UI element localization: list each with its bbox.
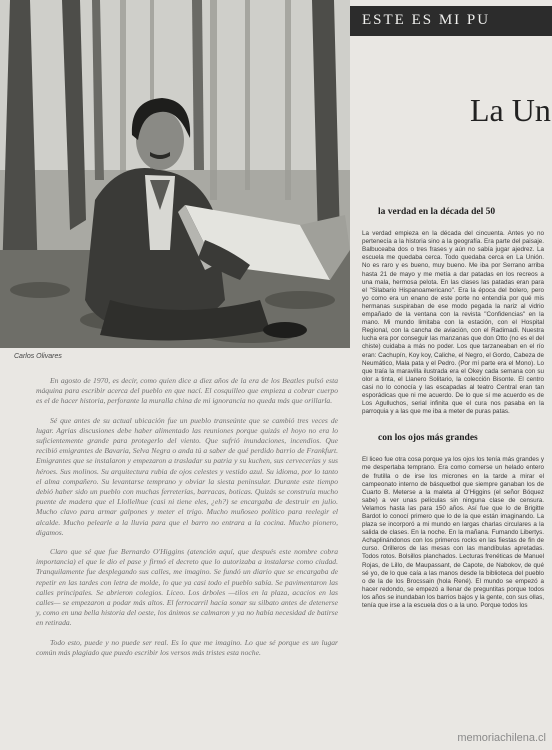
photograph-man-reading bbox=[0, 0, 350, 348]
sidebar-paragraph-2: El liceo fue otra cosa porque ya los ojos los tenía más grandes y me despertaba temprano. Era como comerse un helado entero de frutilla o de irse los micrones en la tarde a mirar el campeonato interno de básquetbol que siempre ganaban los de Cuarto B. Meterse a la maleta al O'Higgins (el señor Bóquez sabe) a ver unas películas sin ninguna clase de censura. Velamos hasta las para 150 años. Así fue que lo de Brigitte Bardot lo conocí primero que lo de la que están imaginando. La plaza se incorporó a mi mundo en largas charlas circulares a la salida de clases. En la noche. En la mañana. Fumando Libertys. Achaplinándonos con los primeros rocks en las fiestas de fin de curso. Orilleros de las mesas con las mandíbulas apretadas. Todos rotos. Bolsillos planchados. Lecturas frenéticas de Manuel Rojas, de Lillo, de Maupassant, de Capote, de Nabokov, de qué sé yo, de lo que caía a las manos desde la biblioteca del pueblo o de la de los Brocssain (hola René). El mundo se empezó a hacer redondo, se empezó a llenar de preguntitas porque todos los años se inundaban los barrios bajos y la gente, con sus ollas, tenía que irse a la escuela dos o a la uno. Porque todos los bbox=[362, 456, 544, 610]
photo-credit: Carlos Olivares bbox=[14, 353, 62, 360]
section-heading-1: la verdad en la década del 50 bbox=[378, 207, 496, 217]
article-paragraph: En agosto de 1970, es decir, como quien dice a diez años de la era de los Beatles pulsó esta máquina para escribir acerca del pueblo en que nací. El cosquilleo que empieza a cobrar cuerpo es el de hacer historia, perforante la muralla china de mi ignorancia no queda más que orillarla. bbox=[36, 376, 338, 406]
article-paragraph: Claro que sé que fue Bernardo O'Higgins (atención aquí, que después este nombre cobra importancia) el que le dio el pase y firmó el decreto que lo autorizaba a instalarse como ciudad. Tranquilamente fue desplegando sus calles, me imagino. Se fundó un diario que se encargaba de repetir en las tardes con letra de molde, lo que ya casi todo el pueblo sabía. Se pavimentaron las calles principales. Se abrieron colegios. Liceo. Los árboles —tilos en la plaza, acacios en las calles— se empezaron a podar más altos. El ferrocarril hacía sonar su silbato antes de detenerse y, como en una bella historia del oeste, los ánimos se calmaron y ya no había necesidad de batirse en retirada. bbox=[36, 547, 338, 628]
watermark: memoriachilena.cl bbox=[457, 732, 546, 744]
section-banner bbox=[350, 6, 552, 36]
article-body bbox=[36, 376, 338, 667]
article-paragraph: Todo esto, puede y no puede ser real. Es lo que me imagino. Lo que sé porque es un lugar común más plagiado que puedo escribir los versos más tristes esta noche. bbox=[36, 637, 338, 657]
sidebar-column bbox=[362, 208, 544, 610]
article-paragraph: Sé que antes de su actual ubicación fue un pueblo transeúnte que se cambió tres veces de lugar. Agrias discusiones debe haber alimentado las reuniones porque quizás el hoyo no era lo suficientemente grande para protegerlo del viento. Que sufrió inundaciones, incendios. Que recibió emigrantes de Bavaria, Selva Negra o anda tú a saber de qué perdido barrio de Frankfurt. Emigrantes que se instalaron y empezaron a trasladar su patria y su kuchen, sus cervecerías y sus héroes. Sus molinos. Su arquitectura rubia de ojos celestes y vestido azul. Su idioma, por lo tanto el alma compañero. Su levantarse temprano y obviar la siesta peninsular. Durante este tiempo debió haber sido un pueblo con muchas ferreterías, barracas, boticas. Quizás se construía mucho puente de madera que el Llollelhue (casi ni tiene eles, ¿eh?) se encargaba de destruir en julio. Mucho clavo para armar galpones y meter el trigo. Mucho muñoseo político para reelegir el alcalde. Mucho pelearle a la lluvia para que el barro no entrara a la cocina. Mucho pionero, digamos. bbox=[36, 415, 338, 537]
sidebar-paragraph-1: La verdad empieza en la década del cincuenta. Antes yo no pertenecía a la historia sino a la geografía. Era parte del paisaje. Balbuceaba dos o tres frases y aún no sabía jugar ajedrez. La escuela me quedaba cerca. Todo quedaba cerca en La Unión. No es raro y es bueno, muy bueno. Me iba por Serrano arriba hasta 21 de mayo y me metía a dar patadas en los recreos a una mala, hermosa pelota. En las clases las patadas eran para el "Silabario Hispanoamericano". Era la época del bolero, pero yo como era un enano de este porte no entendía por qué mis hermanas suspiraban de ese modo pegada la nariz al vidrio empañado de la ventana con la revista "Confidencias" en la mano. Mi mundo limitaba con la estación, con el Hospital Regional, con la cancha de aviación, con el Radimadi. Nuestra lucha era por conseguir las manzanas que don Otto (no es el del chiste) cuidaba a más no poder. Los que tarzaneaban en el río eran: Cachupín, Koy koy, Caliche, el Negro, el Gordo, Cabeza de Neumático, Mala pata y el Pedro. (Por mí parte era el Mono). Lo que traía la maravilla ilustrada era el Okey cada semana con su olor a tinta, el Llanero Solitario, la colección Bisonte. El centro casi no lo conocía y las escapadas al teatro Central eran tan esporádicas que ni me acuerdo. De lo que sí me acuerdo es de Los Agulluchos, serial infinita que el cura nos pasaba en la parroquia y a las que me iba a meter de puras patas. bbox=[362, 230, 544, 416]
photo-illustration bbox=[0, 0, 350, 348]
section-spacer bbox=[362, 416, 544, 434]
article-title: La Un bbox=[470, 92, 551, 128]
section-heading-2: con los ojos más grandes bbox=[378, 433, 478, 444]
banner-title: ESTE ES MI PU bbox=[362, 12, 491, 28]
